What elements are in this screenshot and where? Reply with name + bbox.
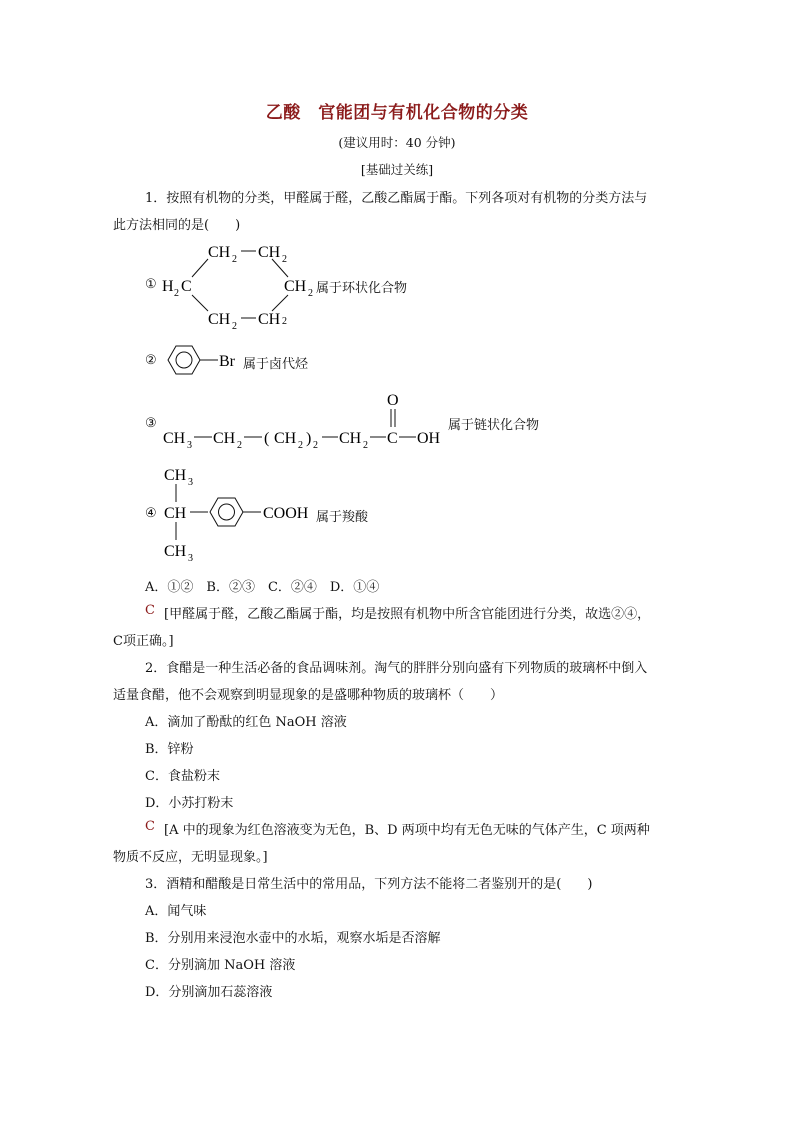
q1-stem-line2: 此方法相同的是( ) xyxy=(113,218,241,233)
q1-item3-number: ③ xyxy=(145,416,157,431)
q1-options: A．①② B．②③ C．②④ D．①④ xyxy=(145,580,380,595)
q2-option-c: C．食盐粉末 xyxy=(145,769,220,784)
sub-2: 2 xyxy=(313,440,318,448)
ch2-text: CH xyxy=(339,430,362,447)
sub-2: 2 xyxy=(363,440,368,448)
paren-left: ( xyxy=(264,430,270,447)
bond xyxy=(192,259,208,277)
ch2-text: CH xyxy=(284,278,307,295)
ch2-text: CH xyxy=(274,430,297,447)
h-text: H xyxy=(162,278,174,295)
q1-answer-letter: C xyxy=(145,603,155,618)
q2-option-a: A．滴加了酚酞的红色 NaOH 溶液 xyxy=(145,715,347,730)
ch2-text: CH xyxy=(208,244,231,261)
benzene-ring xyxy=(168,346,200,374)
ch2-text: CH xyxy=(208,311,231,328)
q1-item2-desc: 属于卤代烃 xyxy=(243,357,309,372)
section-heading: [基础过关练] xyxy=(360,162,434,177)
ch2-text: CH xyxy=(258,244,281,261)
c-text: C xyxy=(387,430,398,447)
ch-text: CH xyxy=(164,505,187,522)
bromobenzene-structure xyxy=(160,340,245,380)
q3-option-a: A．闻气味 xyxy=(145,904,207,919)
time-note: (建议用时：40 分钟) xyxy=(338,135,456,150)
bond xyxy=(192,295,208,311)
aromatic-circle xyxy=(219,504,235,520)
ch3-text: CH xyxy=(164,543,187,560)
sub-3: 3 xyxy=(187,440,192,448)
sub-3: 3 xyxy=(188,553,193,564)
cyclohexane-structure xyxy=(160,235,320,335)
q2-option-d: D．小苏打粉末 xyxy=(145,796,234,811)
q3-option-c: C．分别滴加 NaOH 溶液 xyxy=(145,958,296,973)
q1-item4-number: ④ xyxy=(145,506,157,521)
q3-stem-line1: 3．酒精和醋酸是日常生活中的常用品，下列方法不能将二者鉴别开的是( ) xyxy=(145,877,593,892)
oh-text: OH xyxy=(417,430,441,447)
br-text: Br xyxy=(219,353,235,370)
q1-explain-line1: [甲醛属于醛，乙酸乙酯属于酯，均是按照有机物中所含官能团进行分类，故选②④， xyxy=(164,607,651,622)
sub-2: 2 xyxy=(237,440,242,448)
c-text: C xyxy=(181,278,192,295)
q2-answer-letter: C xyxy=(145,819,155,834)
q3-option-b: B．分别用来浸泡水壶中的水垢，观察水垢是否溶解 xyxy=(145,931,441,946)
q1-explain-line2: C项正确。] xyxy=(113,634,174,649)
sub-2: 2 xyxy=(298,440,303,448)
q2-explain-line1: [A 中的现象为红色溶液变为无色，B、D 两项中均有无色无味的气体产生，C 项两种 xyxy=(164,823,650,838)
q2-explain-line2: 物质不反应，无明显现象。] xyxy=(113,850,268,865)
o-text: O xyxy=(387,392,399,409)
chain-acid-structure xyxy=(160,388,450,448)
bond xyxy=(272,295,288,311)
aromatic-circle xyxy=(176,352,192,368)
q1-item4-desc: 属于羧酸 xyxy=(316,510,369,525)
q2-stem-line2: 适量食醋，他不会观察到明显现象的是盛哪种物质的玻璃杯（ ） xyxy=(113,688,504,703)
page-title: 乙酸 官能团与有机化合物的分类 xyxy=(265,103,529,123)
paren-right: ) xyxy=(306,430,312,447)
cooh-text: COOH xyxy=(263,505,309,522)
q1-item2-number: ② xyxy=(145,353,157,368)
q2-option-b: B．锌粉 xyxy=(145,742,194,757)
sub-2: 2 xyxy=(232,254,237,265)
benzene-ring xyxy=(210,498,243,526)
ch3-text: CH xyxy=(164,467,187,484)
ch3-text: CH xyxy=(163,430,186,447)
q1-item1-number: ① xyxy=(145,277,157,292)
ch2-text: CH xyxy=(213,430,236,447)
sub-3: 3 xyxy=(188,477,193,488)
q1-item3-desc: 属于链状化合物 xyxy=(448,418,540,433)
sub-2: 2 xyxy=(174,288,179,299)
sub-2: 2 xyxy=(232,321,237,332)
sub-2: 2 xyxy=(282,316,287,327)
isopropylbenzoic-acid-structure xyxy=(160,460,320,565)
sub-2: 2 xyxy=(308,288,313,299)
q3-option-d: D．分别滴加石蕊溶液 xyxy=(145,985,273,1000)
q2-stem-line1: 2．食醋是一种生活必备的食品调味剂。淘气的胖胖分别向盛有下列物质的玻璃杯中倒入 xyxy=(145,661,648,676)
q1-stem-line1: 1．按照有机物的分类，甲醛属于醛，乙酸乙酯属于酯。下列各项对有机物的分类方法与 xyxy=(145,191,648,206)
ch2-text: CH xyxy=(258,311,281,328)
sub-2: 2 xyxy=(282,254,287,265)
q1-item1-desc: 属于环状化合物 xyxy=(316,281,408,296)
